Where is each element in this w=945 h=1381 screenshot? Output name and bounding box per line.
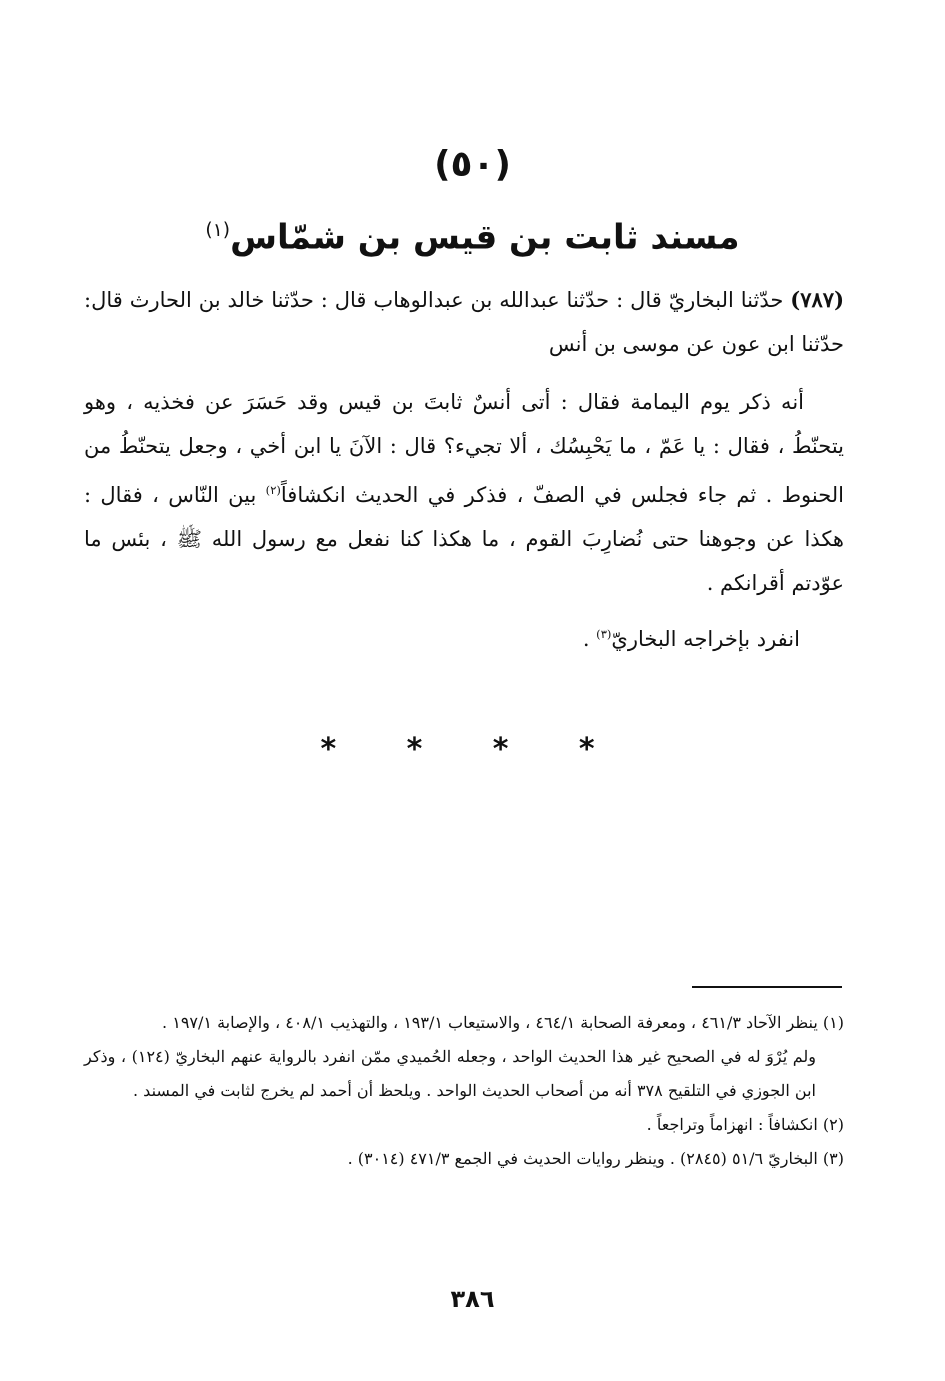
footnote-2: (٢) انكشافاً : انهزاماً وتراجعاً . [646, 1115, 844, 1134]
hadith-text [84, 380, 844, 605]
chapter-number: (٥٠) [434, 144, 511, 185]
hadith-closing [84, 612, 800, 661]
hadith-text-part2: بين النّاس ، فقال : هكذا عن وجوهنا حتى نُضارِبَ القوم ، ما هكذا كنا نفعل مع رسول الله ﷺ ، بئس ما عوّدتم أقرانكم . [84, 483, 844, 595]
footnote-1-continuation: ولم يُرْوَ له في الصحيح غير هذا الحديث الواحد ، وجعله الحُميدي ممّن انفرد بالرواية عنهم البخاريّ (١٢٤) ، وذكر ابن الجوزي في التلقيح ٣٧٨ أنه من أصحاب الحديث الواحد . ويلحظ أن أحمد لم يخرج لثابت في المسند . [84, 1047, 817, 1100]
hadith-text-part1: أنه ذكر يوم اليمامة فقال : أتى أنسٌ ثابتَ بن قيس وقد حَسَرَ عن فخذيه ، وهو يتحنّطُ ، فقال : يا عَمّ ، ما يَحْبِسُك ، ألا تجيء؟ قال : الآنَ يا ابن أخي ، وجعل يتحنّطُ من الحنوط . ثم جاء فجلس في الصفّ ، فذكر في الحديث انكشافاً [84, 390, 844, 507]
chapter-title [0, 204, 945, 264]
hadith-isnad-text: حدّثنا البخاريّ قال : حدّثنا عبدالله بن عبدالوهاب قال : حدّثنا خالد بن الحارث قال: حدّثنا ابن عون عن موسى بن أنس [84, 288, 844, 356]
footnote-ref-3: (٣) [596, 627, 612, 641]
footnote-1: (١) ينظر الآحاد ٤٦١/٣ ، ومعرفة الصحابة ٤٦٤/١ ، والاستيعاب ١٩٣/١ ، والتهذيب ٤٠٨/١ ، والإصابة ١٩٧/١ . [162, 1013, 844, 1032]
chapter-title-text: مسند ثابت بن قيس بن شمّاس [230, 217, 740, 258]
footnotes [84, 1006, 844, 1176]
footnote-3: (٣) البخاريّ ٥١/٦ (٢٨٤٥) . وينظر روايات الحديث في الجمع ٤٧١/٣ (٣٠١٤) . [347, 1149, 844, 1168]
page-number: ٣٨٦ [450, 1285, 495, 1313]
section-separator: * * * * [320, 732, 625, 767]
hadith-isnad [84, 278, 844, 366]
hadith-number: (٧٨٧) [790, 287, 844, 312]
hadith-closing-end: . [582, 627, 597, 651]
footnote-ref-2: (٢) [265, 483, 281, 497]
footnote-ref-1: (١) [205, 220, 231, 241]
footnote-divider [692, 986, 842, 988]
hadith-closing-text: انفرد بإخراجه البخاريّ [611, 627, 800, 651]
